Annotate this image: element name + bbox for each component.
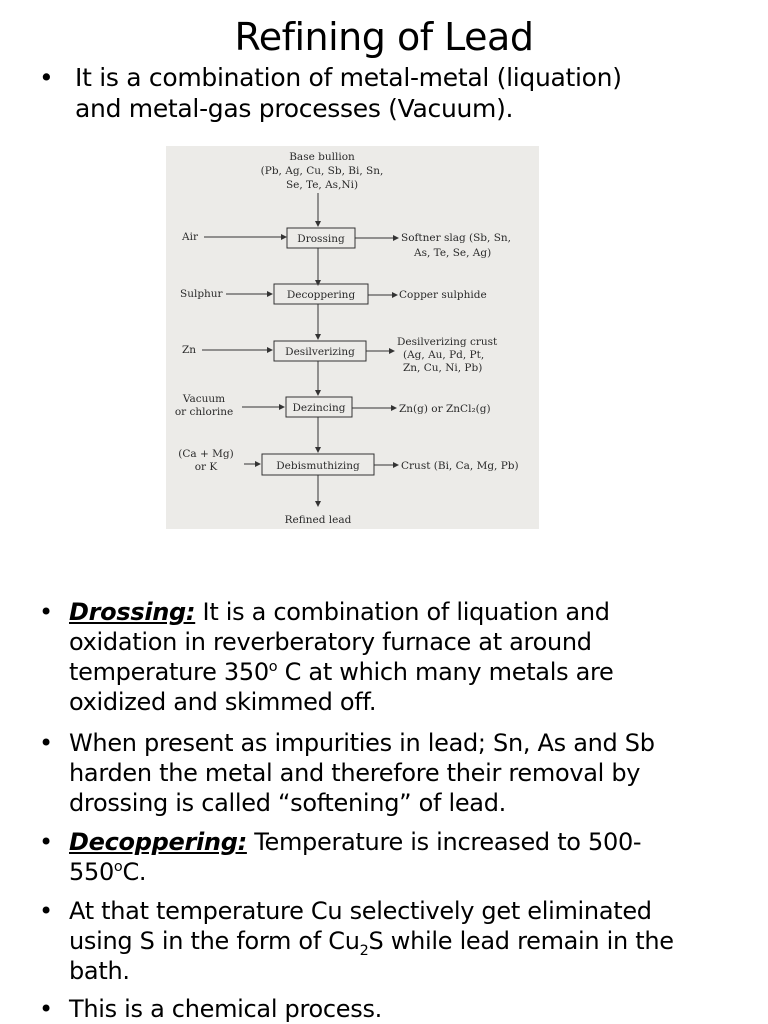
reagent-label: (Ca + Mg) (178, 448, 234, 460)
process-label: Dezincing (292, 402, 346, 414)
bullet-text: drossing is called “softening” of lead. (69, 789, 506, 817)
product-label: Softner slag (Sb, Sn, (401, 232, 511, 244)
degree-sup: o (113, 859, 123, 875)
product-label: Copper sulphide (399, 289, 487, 301)
bullet-text: harden the metal and therefore their removal by (69, 759, 641, 787)
reagent-label: or K (194, 461, 218, 473)
output-label: Refined lead (284, 514, 352, 526)
intro-line: It is a combination of metal-metal (liquation) (75, 63, 622, 92)
reagent-label: Sulphur (180, 288, 223, 300)
decoppering-bullet (39, 827, 642, 887)
reagent-label: Vacuum (182, 393, 226, 405)
input-label: Base bullion (289, 151, 355, 163)
bullet-text: 550 (69, 858, 114, 886)
copper-removal-bullet (39, 896, 674, 986)
bullet-marker: • (39, 828, 53, 856)
step-decoppering (180, 284, 487, 304)
product-label: As, Te, Se, Ag) (414, 247, 492, 259)
product-label: Crust (Bi, Ca, Mg, Pb) (401, 460, 519, 472)
bullet-marker: • (39, 598, 53, 626)
bullet-text: This is a chemical process. (69, 995, 382, 1023)
bullet-text: C at which many metals are (277, 658, 614, 686)
bullet-text: S while lead remain in the (368, 927, 674, 955)
process-label: Desilverizing (285, 346, 355, 358)
subscript: 2 (359, 942, 369, 959)
bullet-text: using S in the form of Cu (69, 927, 360, 955)
step-debismuthizing (178, 448, 518, 475)
bullet-text: Temperature is increased to 500- (246, 828, 642, 856)
refining-flowchart (166, 146, 539, 529)
step-dezincing (175, 393, 491, 418)
product-label: Zn, Cu, Ni, Pb) (403, 362, 483, 374)
bullet-marker: • (39, 897, 53, 925)
step-desilverizing (182, 336, 498, 374)
impurities-bullet (39, 728, 655, 818)
bullet-text: When present as impurities in lead; Sn, As and Sb (69, 729, 655, 757)
bullet-text: oxidized and skimmed off. (69, 688, 377, 716)
drossing-bullet (39, 597, 614, 717)
bullet-text: temperature 350 (69, 658, 269, 686)
slide-title: Refining of Lead (234, 15, 534, 59)
bullet-marker: • (39, 63, 54, 92)
product-label: (Ag, Au, Pd, Pt, (403, 349, 485, 361)
reagent-label: Air (182, 231, 198, 243)
bullet-text: At that temperature Cu selectively get eliminated (69, 897, 652, 925)
process-label: Drossing (297, 233, 345, 245)
flowchart-svg (166, 146, 539, 529)
degree-sup: o (268, 659, 278, 675)
process-label: Debismuthizing (276, 460, 360, 472)
bullet-text: It is a combination of liquation and (195, 598, 610, 626)
input-label: Se, Te, As,Ni) (285, 179, 359, 191)
bullet-text: oxidation in reverberatory furnace at around (69, 628, 592, 656)
step-drossing (181, 228, 511, 259)
bullet-marker: • (39, 995, 53, 1023)
chemical-process-bullet (39, 994, 382, 1024)
input-label: (Pb, Ag, Cu, Sb, Bi, Sn, (260, 165, 384, 177)
intro-line: and metal-gas processes (Vacuum). (75, 94, 514, 123)
keyword-drossing: Drossing: (69, 598, 196, 626)
product-label: Desilverizing crust (397, 336, 498, 348)
keyword-decoppering: Decoppering: (69, 828, 247, 856)
intro-bullet (39, 62, 622, 124)
bullet-text: bath. (69, 957, 130, 985)
reagent-label: Zn (182, 344, 197, 356)
bullet-marker: • (39, 729, 53, 757)
product-label: Zn(g) or ZnCl₂(g) (399, 403, 491, 415)
reagent-label: or chlorine (174, 406, 234, 418)
bullet-text: C. (122, 858, 147, 886)
process-label: Decoppering (286, 289, 356, 301)
